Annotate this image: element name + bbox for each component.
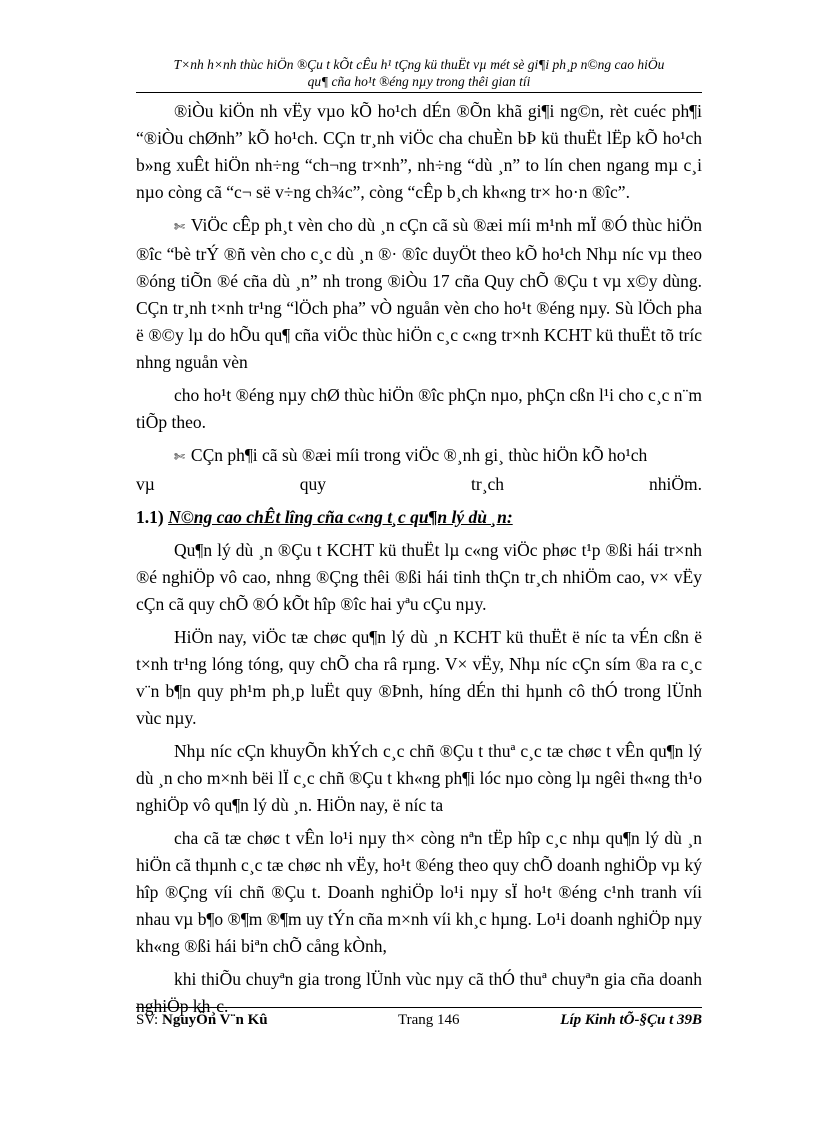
footer-class: Líp Kinh tÕ-§Çu t 39B bbox=[560, 1012, 702, 1028]
running-header bbox=[136, 56, 702, 90]
paragraph: Nhµ níc cÇn khuyÕn khÝch c¸c chñ ®Çu t thuª c¸c tæ chøc t vÊn qu¶n lý dù ¸n cho m×nh bëi lÏ c¸c chñ ®Çu t kh«ng ph¶i lóc nµo còng lµ ngêi th«ng th¹o nghiÖp vô qu¶n lý dù ¸n. HiÖn nay, ë níc ta bbox=[136, 741, 702, 815]
paragraph-continuation: vµ quy tr¸ch nhiÖm. bbox=[136, 474, 702, 494]
header-line-2: qu¶ cña ho¹t ®éng nµy trong thêi gian tíi bbox=[307, 74, 531, 89]
paragraph: khi thiÕu chuyªn gia trong lÜnh vùc nµy cã thÓ thuª chuyªn gia cña doanh nghiÖp kh¸c. bbox=[136, 969, 702, 1016]
scissors-icon: ✄ bbox=[174, 220, 185, 235]
footer-divider bbox=[136, 1007, 702, 1008]
paragraph: ®iÒu kiÖn nh vËy vµo kÕ ho¹ch dÉn ®Õn khã gi¶i ng©n, rèt cuéc ph¶i “®iÒu chØnh” kÕ ho¹ch. CÇn tr¸nh viÖc cha chuÈn bÞ kü thuËt lËp kÕ ho¹ch b»ng xuÊt hiÖn nh÷ng “ch¬ng tr×nh”, nh÷ng “dù ¸n” to lín chen ngang mµ c¸i nµo còng cã “c¬ së v÷ng ch¾c”, còng “cÊp b¸ch kh«ng tr× ho·n ®îc”. bbox=[136, 101, 702, 202]
header-divider bbox=[136, 92, 702, 93]
paragraph: HiÖn nay, viÖc tæ chøc qu¶n lý dù ¸n KCHT kü thuËt ë níc ta vÉn cßn ë t×nh tr¹ng lóng tóng, quy chÕ cha râ rµng. V× vËy, Nhµ níc cÇn sím ®a ra c¸c v¨n b¶n quy ph¹m ph¸p luËt quy ®Þnh, híng dÉn thi hµnh cô thÓ trong lÜnh vùc nµy. bbox=[136, 627, 702, 728]
footer-author bbox=[136, 1012, 268, 1029]
author-name: NguyÔn V¨n Kû bbox=[161, 1012, 268, 1028]
bullet-paragraph bbox=[136, 212, 702, 376]
author-prefix: SV: bbox=[136, 1012, 159, 1028]
header-line-1: T×nh h×nh thùc hiÖn ®Çu t kÕt cÊu h¹ tÇng kü thuËt vµ mét sè gi¶i ph¸p n©ng cao hiÖu bbox=[173, 57, 665, 72]
scissors-icon: ✄ bbox=[174, 450, 185, 465]
section-number: 1.1) bbox=[136, 507, 164, 527]
section-title: N©ng cao chÊt lîng cña c«ng t¸c qu¶n lý dù ¸n: bbox=[168, 507, 513, 527]
section-heading bbox=[136, 504, 702, 531]
paragraph: Qu¶n lý dù ¸n ®Çu t KCHT kü thuËt lµ c«ng viÖc phøc t¹p ®ßi hái tr×nh ®é nghiÖp vô cao, nhng ®Çng thêi ®ßi hái tinh thÇn tr¸ch nhiÖm cao, v× vËy cÇn cã quy chÕ ®Ó kÕt hîp ®îc hai yªu cÇu nµy. bbox=[136, 540, 702, 614]
running-footer bbox=[136, 1012, 702, 1034]
document-body bbox=[136, 98, 702, 1026]
paragraph-text: ViÖc cÊp ph¸t vèn cho dù ¸n cÇn cã sù ®æi míi m¹nh mÏ ®Ó thùc hiÖn ®îc “bè trÝ ®ñ vèn cho c¸c dù ¸n ®· ®îc duyÖt theo kÕ ho¹ch Nhµ níc vµ theo ®óng tiÕn ®é cña dù ¸n” nh trong ®iÒu 17 cña Quy chÕ ®Çu t vµ x©y dùng. CÇn tr¸nh t×nh tr¹ng “lÖch pha” vÒ nguån vèn cho ho¹t ®éng nµy. Sù lÖch pha ë ®©y lµ do hÕu qu¶ cña viÖc thùc hiÖn c¸c c«ng tr×nh KCHT kü thuËt tõ tríc nhng nguån vèn bbox=[136, 215, 702, 372]
paragraph: cho ho¹t ®éng nµy chØ thùc hiÖn ®îc phÇn nµo, phÇn cßn l¹i cho c¸c n¨m tiÕp theo. bbox=[136, 385, 702, 432]
paragraph-text: CÇn ph¶i cã sù ®æi míi trong viÖc ®¸nh gi¸ thùc hiÖn kÕ ho¹ch bbox=[190, 445, 648, 465]
page-number: Trang 146 bbox=[398, 1012, 460, 1028]
paragraph: cha cã tæ chøc t vÊn lo¹i nµy th× còng nªn tËp hîp c¸c nhµ qu¶n lý dù ¸n hiÖn cã thµnh c¸c tæ chøc nh vËy, ho¹t ®éng theo quy chÕ doanh nghiÖp vµ ký hîp ®Çng víi chñ ®Çu t. Doanh nghiÖp lo¹i nµy sÏ ho¹t ®éng c¹nh tranh víi nhau vµ b¶o ®¶m ®¶m uy tÝn cña m×nh víi kh¸c hµng. Lo¹i doanh nghiÖp nµy kh«ng ®ßi hái biªn chÕ cång kÒnh, bbox=[136, 828, 702, 956]
bullet-paragraph bbox=[136, 442, 702, 471]
